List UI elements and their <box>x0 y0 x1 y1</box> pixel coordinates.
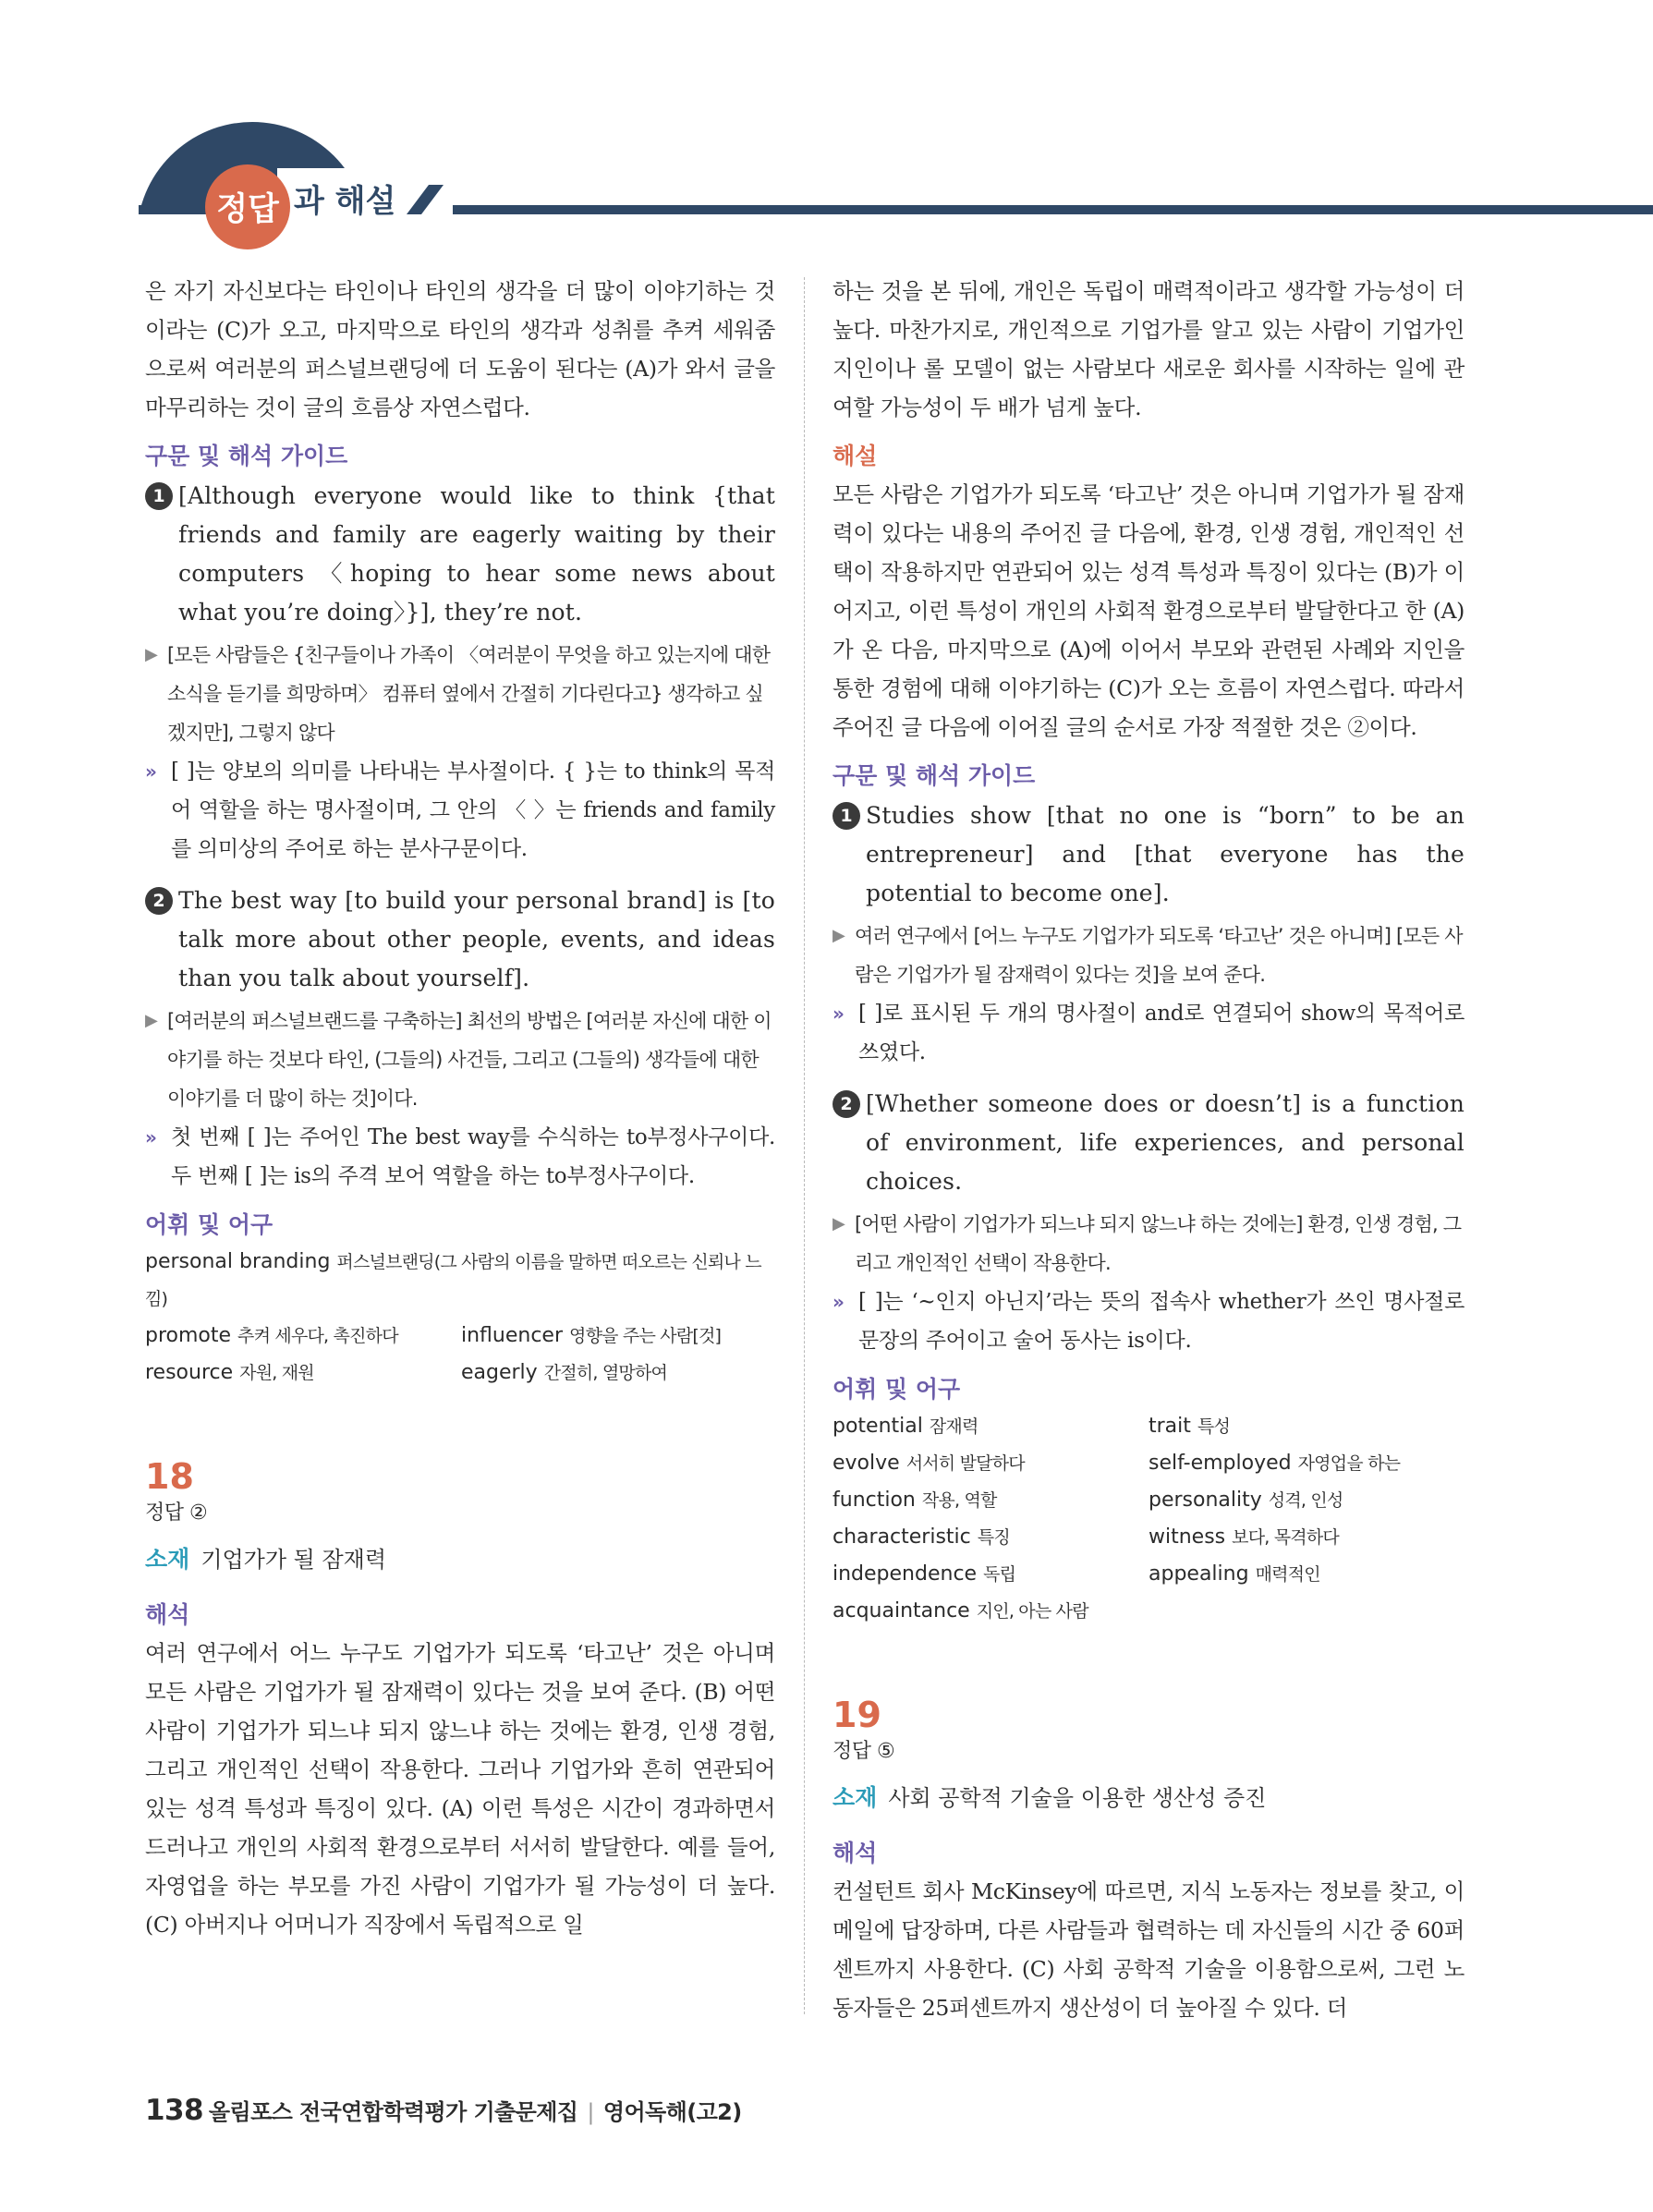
section-badge: 정답 <box>205 164 290 249</box>
example-number-badge: 2 <box>833 1090 860 1118</box>
answer-line: 정답 ② <box>145 1501 208 1525</box>
vocab-word: self-employed <box>1149 1452 1292 1475</box>
vocab-entry <box>461 1355 775 1392</box>
section-title: 과 해설 <box>294 183 396 220</box>
example-number-badge: 1 <box>833 802 860 830</box>
vocab-word: characteristic <box>833 1525 971 1549</box>
vocab-meaning: 퍼스널브랜딩(그 사람의 이름을 말하면 떠오르는 신뢰나 느낌) <box>145 1252 761 1309</box>
column-divider <box>804 277 805 2014</box>
right-example-1 <box>833 796 1465 913</box>
right-example-2-note <box>833 1282 1465 1360</box>
vocab-meaning: 영향을 주는 사람[것] <box>569 1326 722 1346</box>
vocab-entry <box>1149 1519 1465 1556</box>
translation-paragraph: 여러 연구에서 어느 누구도 기업가가 되도록 ‘타고난’ 것은 아니며 모든 사람은 기업가가 될 잠재력이 있다는 것을 보여 준다. (B) 어떤 사람이 기업가가 되느냐 되지 않느냐 하는 것에는 환경, 인생 경험, 그리고 개인적인 선택이 작용한다. 그러나 기업가와 흔히 연관되어 있는 성격 특성과 특징이 있다. (A) 이런 특성은 시간이 경과하면서 드러나고 개인의 사회적 환경으로부터 서서히 발달한다. 예를 들어, 자영업을 하는 부모를 가진 사람이 기업가가 될 가능성이 더 높다. (C) 아버지나 어머니가 직장에서 독립적으로 일 <box>145 1640 775 1938</box>
translation-text: 여러 연구에서 [어느 누구도 기업가가 되도록 ‘타고난’ 것은 아니며] [모든 사람은 기업가가 될 잠재력이 있다는 것]을 보여 준다. <box>855 925 1463 986</box>
vocab-meaning: 독립 <box>983 1564 1016 1585</box>
vocab-entry <box>1149 1445 1465 1482</box>
vocab-entry <box>833 1556 1149 1593</box>
left-example-1 <box>145 477 775 632</box>
vocab-entry <box>1149 1482 1465 1519</box>
topic-label: 소재 <box>145 1546 190 1573</box>
right-column <box>833 272 1465 2027</box>
example-number-badge: 1 <box>145 482 173 510</box>
vocab-entry-full <box>145 1244 775 1318</box>
vocab-meaning: 보다, 목격하다 <box>1232 1527 1339 1548</box>
left-example-2-translation <box>145 1002 775 1118</box>
vocab-word: independence <box>833 1562 978 1586</box>
grammar-note-text: 첫 번째 [ ]는 주어인 The best way를 수식하는 to부정사구이다. 두 번째 [ ]는 is의 주격 보어 역할을 하는 to부정사구이다. <box>171 1125 775 1188</box>
left-example-2 <box>145 881 775 998</box>
triangle-bullet-icon: ▶ <box>145 645 158 664</box>
double-chevron-icon: » <box>833 1291 845 1313</box>
example-english-sentence: [Whether someone does or doesn’t] is a function of environment, life experiences, and personal choices. <box>866 1090 1465 1195</box>
triangle-bullet-icon: ▶ <box>833 1214 845 1234</box>
vocab-entry <box>145 1355 461 1392</box>
vocab-entry <box>461 1318 775 1355</box>
left-example-1-translation <box>145 636 775 752</box>
triangle-bullet-icon: ▶ <box>833 926 845 945</box>
vocab-word: personal branding <box>145 1250 331 1273</box>
vocab-entry <box>833 1593 1149 1630</box>
vocab-meaning: 자영업을 하는 <box>1297 1453 1401 1474</box>
topic-line <box>145 1543 775 1576</box>
right-example-1-note <box>833 994 1465 1072</box>
vocab-meaning: 지인, 아는 사람 <box>976 1601 1088 1622</box>
vocab-meaning: 작용, 역할 <box>921 1490 997 1511</box>
right-example-2-translation <box>833 1205 1465 1282</box>
footer-separator: | <box>587 2099 594 2125</box>
vocab-meaning: 추켜 세우다, 촉진하다 <box>237 1326 398 1346</box>
left-vocab-list <box>145 1318 775 1392</box>
vocab-meaning: 서서히 발달하다 <box>906 1453 1025 1474</box>
vocab-meaning: 특성 <box>1197 1416 1230 1437</box>
translation-text: [어떤 사람이 기업가가 되느냐 되지 않느냐 하는 것에는] 환경, 인생 경험, 그리고 개인적인 선택이 작용한다. <box>855 1213 1462 1274</box>
vocab-word: influencer <box>461 1324 564 1347</box>
left-example-2-note <box>145 1118 775 1196</box>
vocab-meaning: 잠재력 <box>929 1416 978 1437</box>
vocab-meaning: 자원, 재원 <box>239 1363 314 1383</box>
topic-line <box>833 1781 1465 1815</box>
page-number: 138 <box>145 2094 203 2127</box>
right-intro-paragraph: 하는 것을 본 뒤에, 개인은 독립이 매력적이라고 생각할 가능성이 더 높다. 마찬가지로, 개인적으로 기업가를 알고 있는 사람이 기업가인 지인이나 롤 모델이 없는 사람보다 새로운 회사를 시작하는 일에 관여할 가능성이 두 배가 넘게 높다. <box>833 278 1465 420</box>
vocab-word: evolve <box>833 1452 900 1475</box>
example-english-sentence: [Although everyone would like to think {that friends and family are eagerly waiting by their computers 〈hoping to hear some news about what you’re doing〉}], they’re not. <box>178 482 775 626</box>
vocab-word: promote <box>145 1324 232 1347</box>
question-number: 18 <box>145 1456 194 1497</box>
vocab-meaning: 성격, 인성 <box>1268 1490 1343 1511</box>
explanation-heading: 해설 <box>833 443 878 469</box>
explanation-paragraph: 모든 사람은 기업가가 되도록 ‘타고난’ 것은 아니며 기업가가 될 잠재력이 있다는 내용의 주어진 글 다음에, 환경, 인생 경험, 개인적인 선택이 작용하지만 연관되어 있는 성격 특성과 특징이 있다는 (B)가 이어지고, 이런 특성이 개인의 사회적 환경으로부터 발달한다고 한 (A)가 온 다음, 마지막으로 (A)에 이어서 부모와 관련된 사례와 지인을 통한 경험에 대해 이야기하는 (C)가 오는 흐름이 자연스럽다. 따라서 주어진 글 다음에 이어질 글의 순서로 가장 적절한 것은 ②이다. <box>833 481 1465 740</box>
vocab-entry <box>833 1482 1149 1519</box>
right-vocab-heading: 어휘 및 어구 <box>833 1376 961 1403</box>
question-number: 19 <box>833 1695 881 1735</box>
left-vocab-heading: 어휘 및 어구 <box>145 1211 273 1238</box>
vocab-word: potential <box>833 1415 923 1438</box>
answer-line: 정답 ⑤ <box>833 1740 895 1763</box>
vocab-entry <box>1149 1408 1465 1445</box>
book-title: 올림포스 전국연합학력평가 기출문제집 <box>208 2099 578 2125</box>
translation-text: [모든 사람들은 {친구들이나 가족이 〈여러분이 무엇을 하고 있는지에 대한 소식을 듣기를 희망하며〉 컴퓨터 옆에서 간절히 기다린다고} 생각하고 싶겠지만], 그렇지 않다 <box>167 644 771 744</box>
vocab-meaning: 매력적인 <box>1255 1564 1320 1585</box>
vocab-entry <box>1149 1556 1465 1593</box>
grammar-note-text: [ ]로 표시된 두 개의 명사절이 and로 연결되어 show의 목적어로 쓰였다. <box>858 1002 1465 1064</box>
vocab-word: acquaintance <box>833 1599 970 1623</box>
vocab-word: resource <box>145 1361 234 1384</box>
double-chevron-icon: » <box>145 1126 157 1149</box>
vocab-entry <box>145 1318 461 1355</box>
left-example-1-note <box>145 752 775 869</box>
translation-paragraph: 컨설턴트 회사 McKinsey에 따르면, 지식 노동자는 정보를 찾고, 이메일에 답장하며, 다른 사람들과 협력하는 데 자신들의 시간 중 60퍼센트까지 사용한다. (C) 사회 공학적 기술을 이용함으로써, 그런 노동자들은 25퍼센트까지 생산성이 더 높아질 수 있다. 더 <box>833 1878 1465 2021</box>
left-guide-heading: 구문 및 해석 가이드 <box>145 443 348 469</box>
right-guide-heading: 구문 및 해석 가이드 <box>833 762 1036 789</box>
vocab-word: trait <box>1149 1415 1191 1438</box>
vocab-meaning: 특징 <box>977 1527 1010 1548</box>
right-example-2 <box>833 1085 1465 1201</box>
left-intro-paragraph: 은 자기 자신보다는 타인이나 타인의 생각을 더 많이 이야기하는 것이라는 (C)가 오고, 마지막으로 타인의 생각과 성취를 추켜 세워줌으로써 여러분의 퍼스널브랜딩에 더 도움이 된다는 (A)가 와서 글을 마무리하는 것이 글의 흐름상 자연스럽다. <box>145 278 775 420</box>
topic-text: 기업가가 될 잠재력 <box>201 1547 387 1573</box>
vocab-meaning: 간절히, 열망하여 <box>543 1363 668 1383</box>
vocab-word: function <box>833 1489 916 1512</box>
right-example-1-translation <box>833 917 1465 994</box>
page-footer <box>145 2094 742 2127</box>
vocab-word: witness <box>1149 1525 1226 1549</box>
double-chevron-icon: » <box>833 1003 845 1025</box>
grammar-note-text: [ ]는 ‘~인지 아닌지’라는 뜻의 접속사 whether가 쓰인 명사절로 문장의 주어이고 술어 동사는 is이다. <box>858 1290 1465 1353</box>
vocab-entry <box>833 1445 1149 1482</box>
translation-text: [여러분의 퍼스널브랜드를 구축하는] 최선의 방법은 [여러분 자신에 대한 이야기를 하는 것보다 타인, (그들의) 사건들, 그리고 (그들의) 생각들에 대한 이야기를 더 많이 하는 것]이다. <box>167 1010 772 1110</box>
left-column <box>145 272 775 1944</box>
example-number-badge: 2 <box>145 887 173 915</box>
vocab-word: personality <box>1149 1489 1262 1512</box>
right-vocab-list <box>833 1408 1465 1630</box>
topic-label: 소재 <box>833 1784 878 1811</box>
translation-heading: 해석 <box>833 1840 878 1866</box>
vocab-word: eagerly <box>461 1361 538 1384</box>
triangle-bullet-icon: ▶ <box>145 1011 158 1030</box>
vocab-word: appealing <box>1149 1562 1249 1586</box>
example-english-sentence: Studies show [that no one is “born” to be an entrepreneur] and [that everyone has the potential to become one]. <box>866 802 1465 906</box>
topic-text: 사회 공학적 기술을 이용한 생산성 증진 <box>888 1785 1267 1811</box>
vocab-entry <box>833 1408 1149 1445</box>
translation-heading: 해석 <box>145 1601 190 1628</box>
vocab-entry <box>833 1519 1149 1556</box>
subject-title: 영어독해(고2) <box>602 2099 742 2125</box>
double-chevron-icon: » <box>145 760 157 783</box>
example-english-sentence: The best way [to build your personal brand] is [to talk more about other people, events, and ideas than you talk about yourself]. <box>178 887 775 991</box>
grammar-note-text: [ ]는 양보의 의미를 나타내는 부사절이다. { }는 to think의 목적어 역할을 하는 명사절이며, 그 안의 〈 〉는 friends and family를 의미상의 주어로 하는 분사구문이다. <box>171 760 775 861</box>
